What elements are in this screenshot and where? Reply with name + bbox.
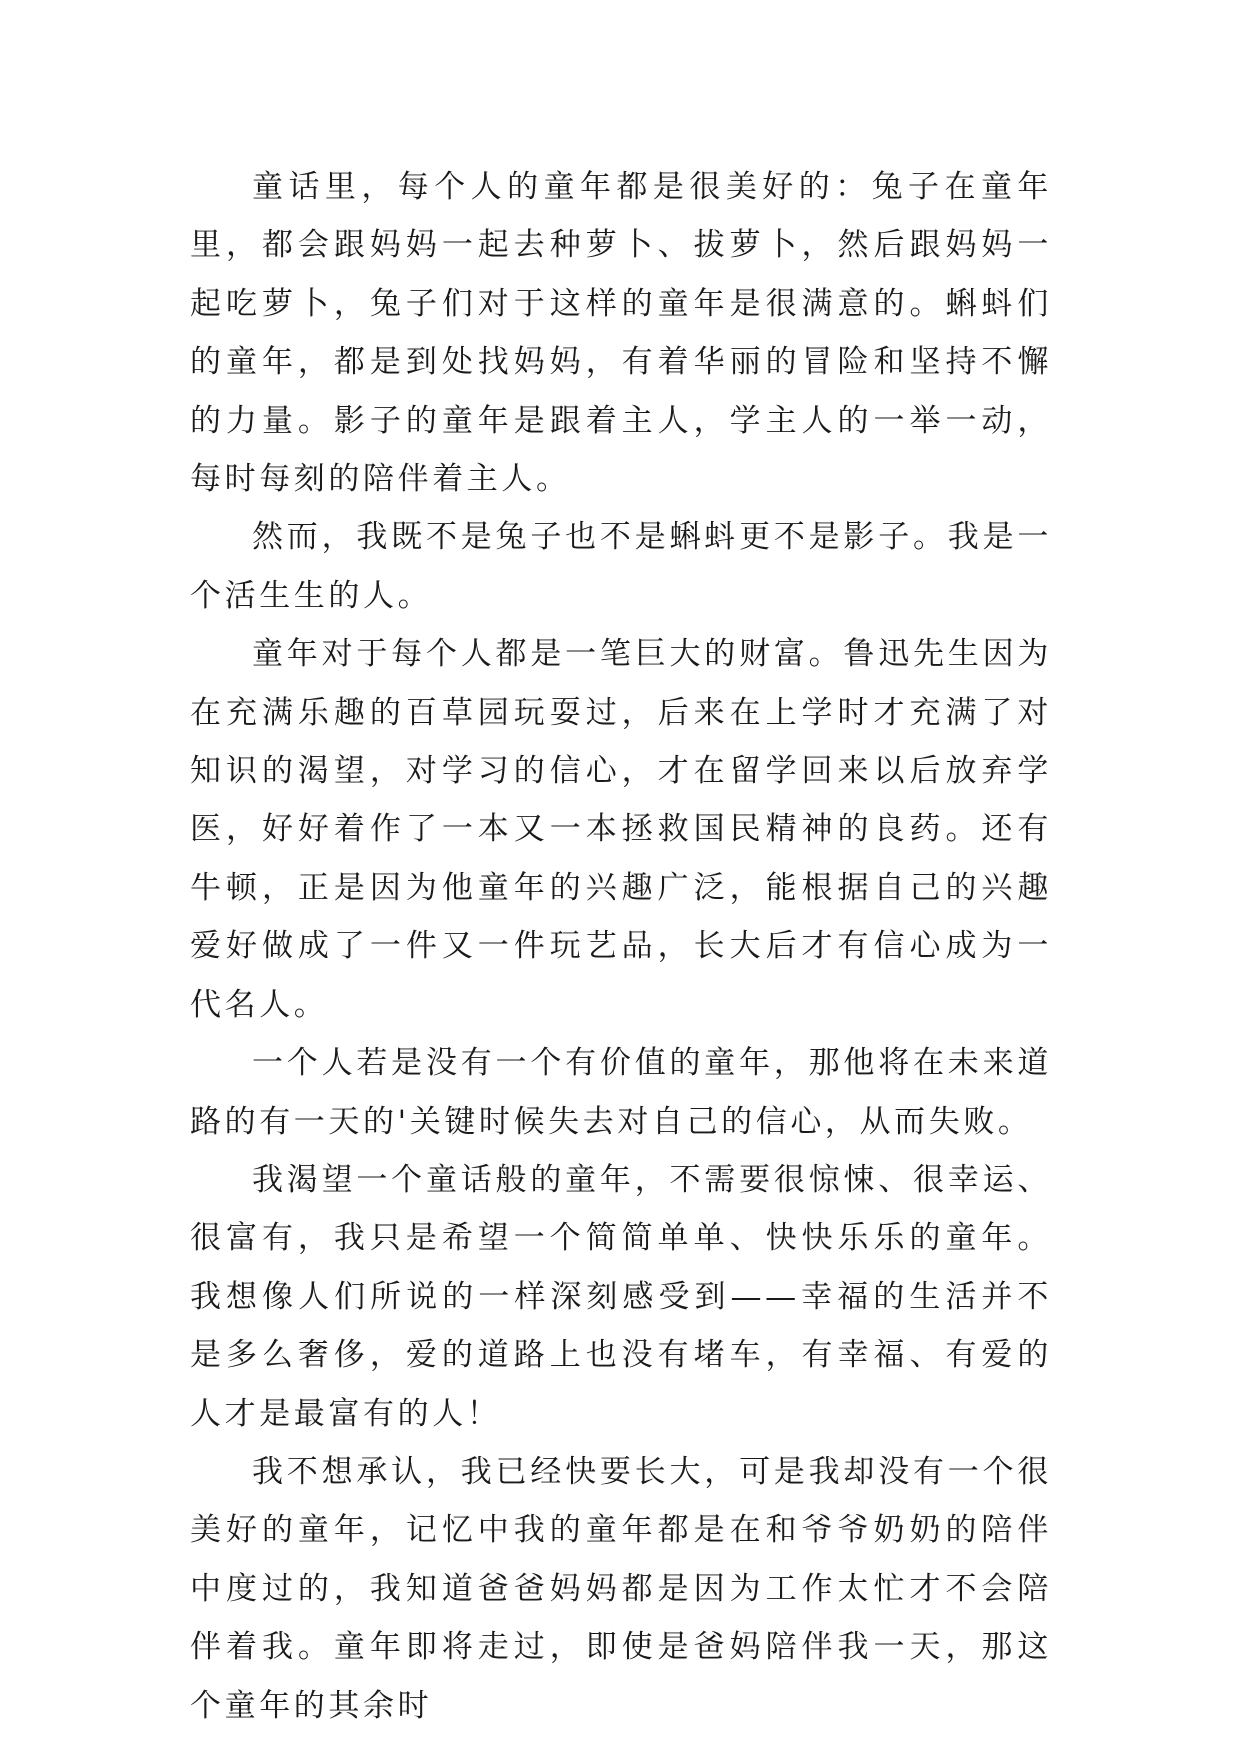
paragraph-6: 我不想承认，我已经快要长大，可是我却没有一个很美好的童年，记忆中我的童年都是在和爷爷奶奶的陪伴中度过的，我知道爸爸妈妈都是因为工作太忙才不会陪伴着我。童年即将走过，即使是爸妈陪伴我一天，那这个童年的其余时 xyxy=(190,1453,1052,1724)
paragraph-1: 童话里，每个人的童年都是很美好的：兔子在童年里，都会跟妈妈一起去种萝卜、拔萝卜，然后跟妈妈一起吃萝卜，兔子们对于这样的童年是很满意的。蝌蚪们的童年，都是到处找妈妈，有着华丽的冒险和坚持不懈的力量。影子的童年是跟着主人，学主人的一举一动，每时每刻的陪伴着主人。 xyxy=(190,169,1052,498)
paragraph-5: 我渴望一个童话般的童年，不需要很惊悚、很幸运、很富有，我只是希望一个简简单单、快快乐乐的童年。我想像人们所说的一样深刻感受到——幸福的生活并不是多么奢侈，爱的道路上也没有堵车，有幸福、有爱的人才是最富有的人！ xyxy=(190,1161,1052,1432)
paragraph-2: 然而，我既不是兔子也不是蝌蚪更不是影子。我是一个活生生的人。 xyxy=(190,519,1052,614)
paragraph-4: 一个人若是没有一个有价值的童年，那他将在未来道路的有一天的'关键时候失去对自己的信心，从而失败。 xyxy=(190,1045,1052,1140)
paragraph-3: 童年对于每个人都是一笔巨大的财富。鲁迅先生因为在充满乐趣的百草园玩耍过，后来在上学时才充满了对知识的渴望，对学习的信心，才在留学回来以后放弃学医，好好着作了一本又一本拯救国民精神的良药。还有牛顿，正是因为他童年的兴趣广泛，能根据自己的兴趣爱好做成了一件又一件玩艺品，长大后才有信心成为一代名人。 xyxy=(190,636,1052,1023)
essay-body xyxy=(190,158,1052,1735)
